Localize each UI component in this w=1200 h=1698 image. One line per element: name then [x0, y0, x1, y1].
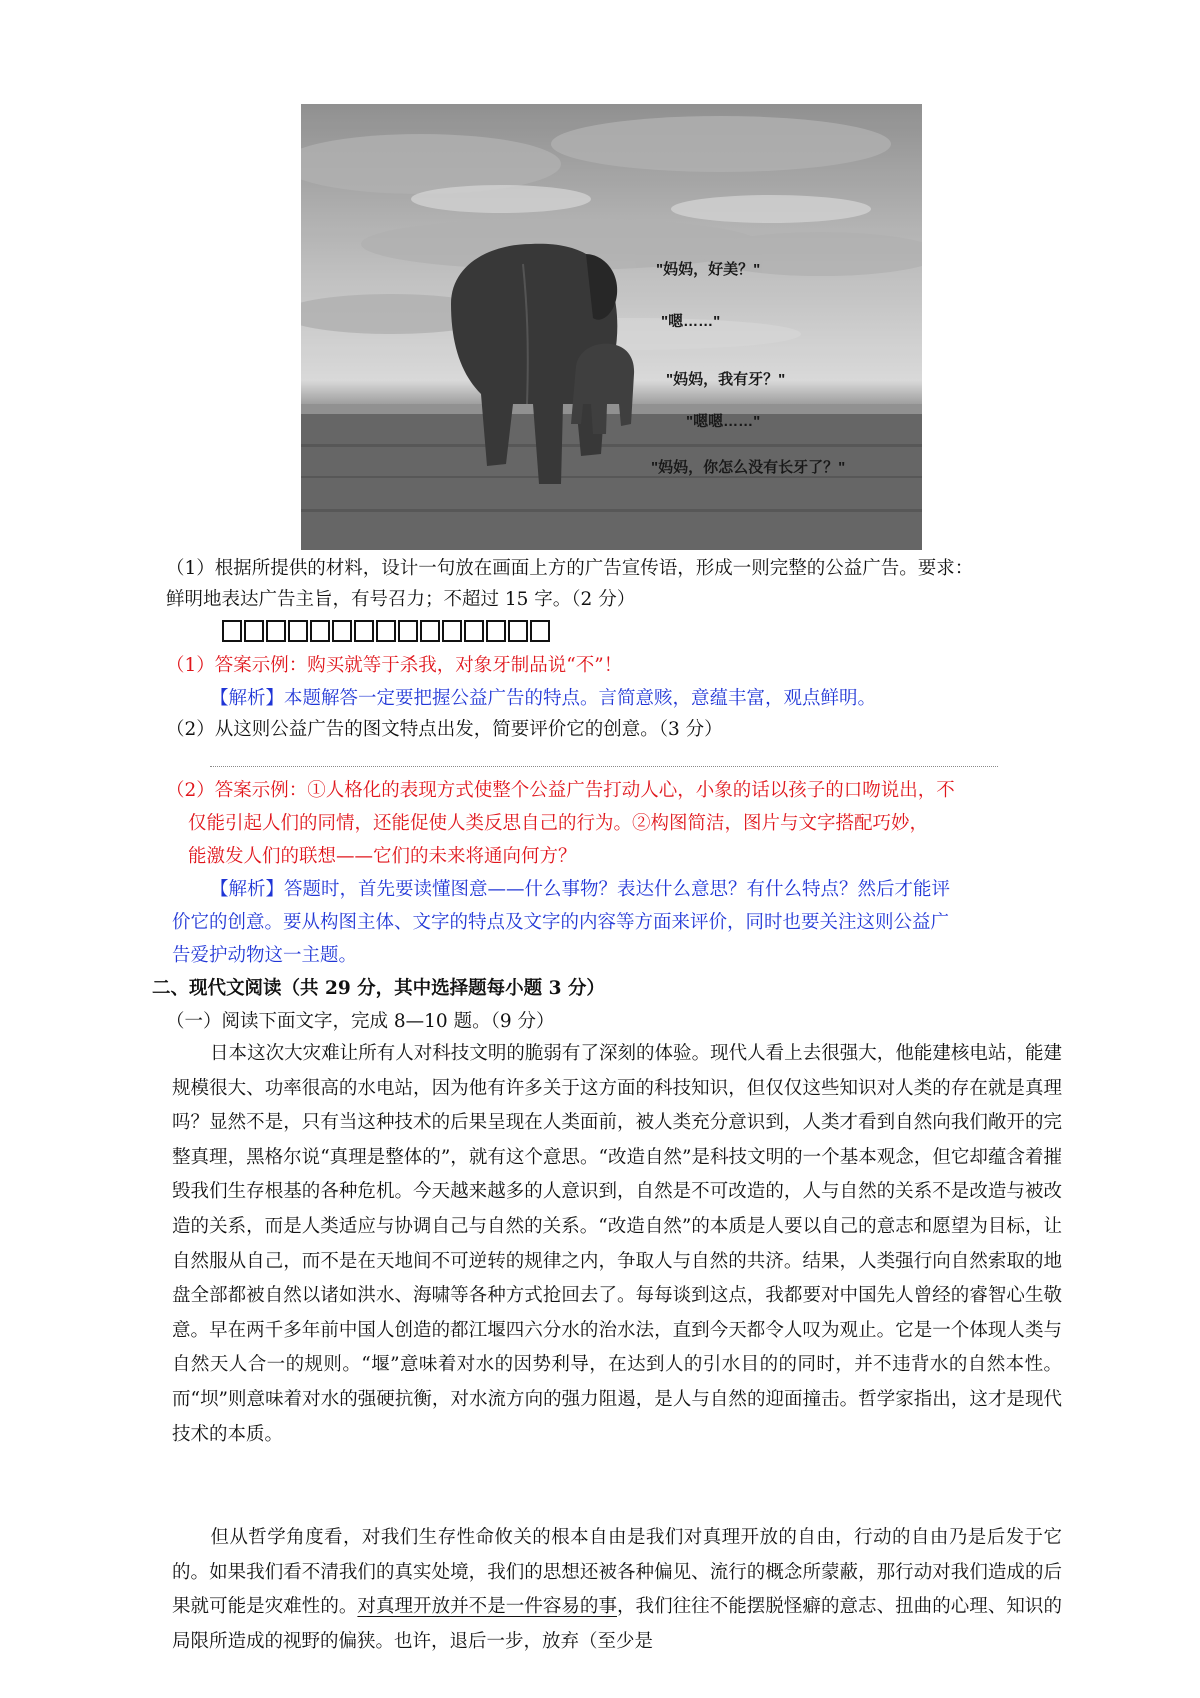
- answer-1: （1）答案示例：购买就等于杀我，对象牙制品说“不”！: [166, 655, 623, 676]
- answer-blank-box[interactable]: [530, 620, 550, 642]
- overlay-line-2: "嗯……": [661, 313, 721, 330]
- answer-blank-box[interactable]: [354, 620, 374, 642]
- answer-blank-box[interactable]: [508, 620, 528, 642]
- q1-line1: （1）根据所提供的材料，设计一句放在画面上方的广告宣传语，形成一则完整的公益广告。要求：: [166, 558, 974, 579]
- analysis-2-line3: 告爱护动物这一主题。: [172, 945, 358, 966]
- answer-blank-box[interactable]: [420, 620, 440, 642]
- overlay-line-3: "妈妈，我有牙？": [666, 371, 786, 388]
- q1-line2: 鲜明地表达广告主旨，有号召力；不超过 15 字。（2 分）: [166, 589, 636, 610]
- section2-sub: （一）阅读下面文字，完成 8—10 题。（9 分）: [166, 1011, 555, 1032]
- passage-underlined-sentence: 对真理开放并不是一件容易的事: [357, 1596, 618, 1618]
- answer-blank-box[interactable]: [222, 620, 242, 642]
- answer-blank-box[interactable]: [486, 620, 506, 642]
- overlay-line-5: "妈妈，你怎么没有长牙了？": [651, 459, 846, 476]
- answer-blank-box[interactable]: [288, 620, 308, 642]
- overlay-line-4: "嗯嗯……": [686, 413, 761, 430]
- answer-blank-box[interactable]: [464, 620, 484, 642]
- answer-blank-box[interactable]: [266, 620, 286, 642]
- passage-p1-text: 日本这次大灾难让所有人对科技文明的脆弱有了深刻的体验。现代人看上去很强大，他能建核电站，能建规模很大、功率很高的水电站，因为他有许多关于这方面的科技知识，但仅仅这些知识对人类的存在就是真理吗？显然不是，只有当这种技术的后果呈现在人类面前，被人类充分意识到，人类才看到自然向我们敞开的完整真理，黑格尔说“真理是整体的”，就有这个意思。“改造自然”是科技文明的一个基本观念，但它却蕴含着摧毁我们生存根基的各种危机。今天越来越多的人意识到，自然是不可改造的，人与自然的关系不是改造与被改造的关系，而是人类适应与协调自己与自然的关系。“改造自然”的本质是人要以自己的意志和愿望为目标，让自然服从自己，而不是在天地间不可逆转的规律之内，争取人与自然的共济。结果，人类强行向自然索取的地盘全部都被自然以诸如洪水、海啸等各种方式抢回去了。每每谈到这点，我都要对中国先人曾经的睿智心生敬意。早在两千多年前中国人创造的都江堰四六分水的治水法，直到今天都令人叹为观止。它是一个体现人类与自然天人合一的规则。“堰”意味着对水的因势利导，在达到人的引水目的的同时，并不违背水的自然本性。而“坝”则意味着对水的强硬抗衡，对水流方向的强力阻遏，是人与自然的迎面撞击。哲学家指出，这才是现代技术的本质。: [172, 1043, 1062, 1445]
- answer-blank-box[interactable]: [442, 620, 462, 642]
- section2-title: 二、现代文阅读（共 29 分，其中选择题每小题 3 分）: [152, 978, 605, 999]
- analysis-1: 【解析】本题解答一定要把握公益广告的特点。言简意赅，意蕴丰富，观点鲜明。: [210, 688, 877, 709]
- passage-p2-after: ，我们往往不能摆脱怪癖的意志、扭曲的心理、知识的局限所造成的视野的偏狭。也许，退后一步，放弃（至少是: [172, 1596, 1062, 1652]
- elephant-ad-photo: [301, 104, 922, 550]
- answer-blank-box[interactable]: [310, 620, 330, 642]
- analysis-2-line1: 【解析】答题时，首先要读懂图意——什么事物？表达什么意思？有什么特点？然后才能评: [210, 879, 951, 900]
- passage-p2-before: 但从哲学角度看，对我们生存性命攸关的根本自由是我们对真理开放的自由，行动的自由乃是后发于它的。如果我们看不清我们的真实处境，我们的思想还被各种偏见、流行的概念所蒙蔽，那行动对我们造成的后果就可能是灾难性的。: [172, 1527, 1062, 1618]
- answer-2-line3: 能激发人们的联想——它们的未来将通向何方？: [188, 846, 577, 867]
- passage-paragraph-2: [172, 1521, 1062, 1659]
- analysis-2-line2: 价它的创意。要从构图主体、文字的特点及文字的内容等方面来评价，同时也要关注这则公益广: [172, 912, 950, 933]
- answer-blank-box[interactable]: [376, 620, 396, 642]
- answer-blank-box[interactable]: [244, 620, 264, 642]
- q2-text: （2）从这则公益广告的图文特点出发，简要评价它的创意。（3 分）: [166, 719, 723, 740]
- answer-blank-box[interactable]: [398, 620, 418, 642]
- overlay-line-1: "妈妈，好美？": [656, 261, 761, 278]
- passage-paragraph-1: [172, 1037, 1062, 1452]
- answer-blank-boxes[interactable]: [222, 618, 550, 644]
- answer-dotted-line[interactable]: [210, 766, 998, 767]
- answer-2-line2: 仅能引起人们的同情，还能促使人类反思自己的行为。②构图简洁，图片与文字搭配巧妙，: [188, 813, 929, 834]
- answer-2-line1: （2）答案示例：①人格化的表现方式使整个公益广告打动人心，小象的话以孩子的口吻说出，不: [166, 780, 955, 801]
- answer-blank-box[interactable]: [332, 620, 352, 642]
